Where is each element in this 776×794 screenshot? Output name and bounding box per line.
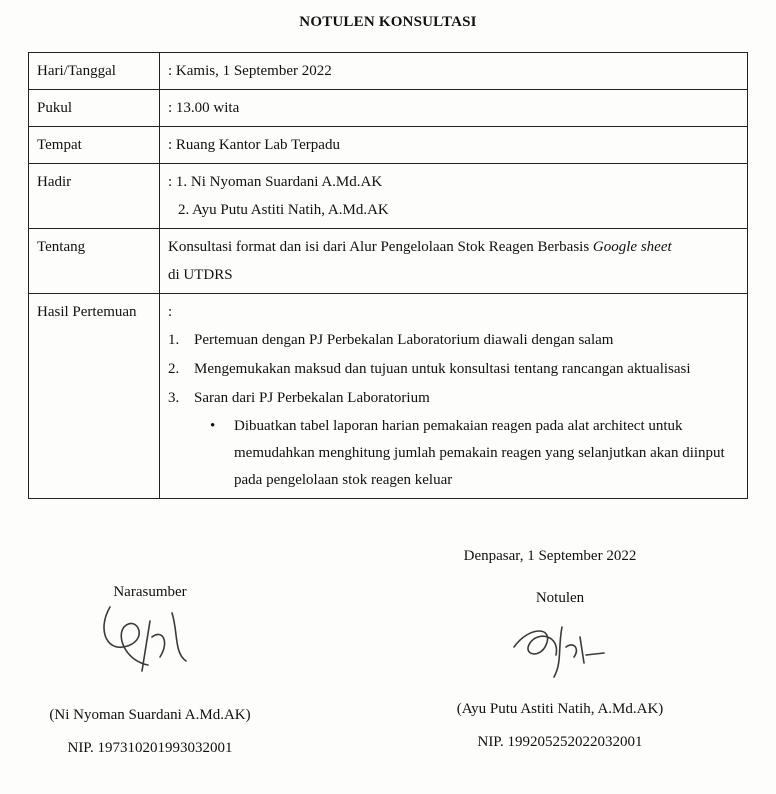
table-row [29,294,748,499]
left-nip: NIP. 197310201993032001 [67,740,233,756]
value-hadir [160,164,748,229]
result-text: Saran dari PJ Perbekalan Laboratorium [194,390,430,406]
right-signatory [440,590,680,751]
right-name: (Ayu Putu Astiti Natih, A.Md.AK) [456,701,664,717]
minutes-table [28,52,748,499]
result-item [168,384,739,494]
label-hasil: Hasil Pertemuan [29,294,160,499]
left-role: Narasumber [113,584,187,600]
sub-bullet-text: Dibuatkan tabel laporan harian pemakaian reagen pada alat architect untuk memudahkan menghitung jumlah pemakain reagen yang selanjutkan akan diinput pada pengelolaan stok reagen keluar [234,418,725,488]
sub-bullet-item [200,413,739,494]
result-item [168,355,739,384]
left-signatory [40,584,260,757]
signature-right-icon [500,607,620,687]
table-row [29,127,748,164]
table-row [29,164,748,229]
signature-left-icon [90,601,210,681]
value-tentang [160,229,748,294]
left-name: (Ni Nyoman Suardani A.Md.AK) [49,707,251,723]
label-hadir: Hadir [29,164,160,229]
results-list [168,326,739,494]
result-number: 1. [168,332,180,348]
right-nip: NIP. 199205252022032001 [477,734,643,750]
tentang-italic: Google sheet [592,239,672,255]
attendee-item: : 1. Ni Nyoman Suardani A.Md.AK [168,174,383,190]
tentang-text: Konsultasi format dan isi dari Alur Pengelolaan Stok Reagen Berbasis [168,239,593,255]
value-tanggal: : Kamis, 1 September 2022 [160,53,748,90]
tentang-suffix: di UTDRS [168,267,233,283]
result-text: Pertemuan dengan PJ Perbekalan Laboratorium diawali dengan salam [194,332,614,348]
result-text: Mengemukakan maksud dan tujuan untuk konsultasi tentang rancangan aktualisasi [194,361,691,377]
table-row [29,53,748,90]
document-title: NOTULEN KONSULTASI [299,14,477,30]
label-pukul: Pukul [29,90,160,127]
value-pukul: : 13.00 wita [160,90,748,127]
result-item [168,326,739,355]
bullet-icon: • [210,418,216,434]
value-tempat: : Ruang Kantor Lab Terpadu [160,127,748,164]
attendee-item: 2. Ayu Putu Astiti Natih, A.Md.AK [178,202,389,218]
attendee-list [168,168,739,224]
table-row [29,229,748,294]
label-tempat: Tempat [29,127,160,164]
result-number: 2. [168,361,180,377]
label-tentang: Tentang [29,229,160,294]
sub-bullet-list [194,413,739,494]
result-number: 3. [168,390,180,406]
table-row [29,90,748,127]
value-hasil [160,294,748,499]
right-role: Notulen [535,590,585,606]
hasil-colon: : [168,304,173,320]
place-date: Denpasar, 1 September 2022 [463,548,637,564]
label-tanggal: Hari/Tanggal [29,53,160,90]
